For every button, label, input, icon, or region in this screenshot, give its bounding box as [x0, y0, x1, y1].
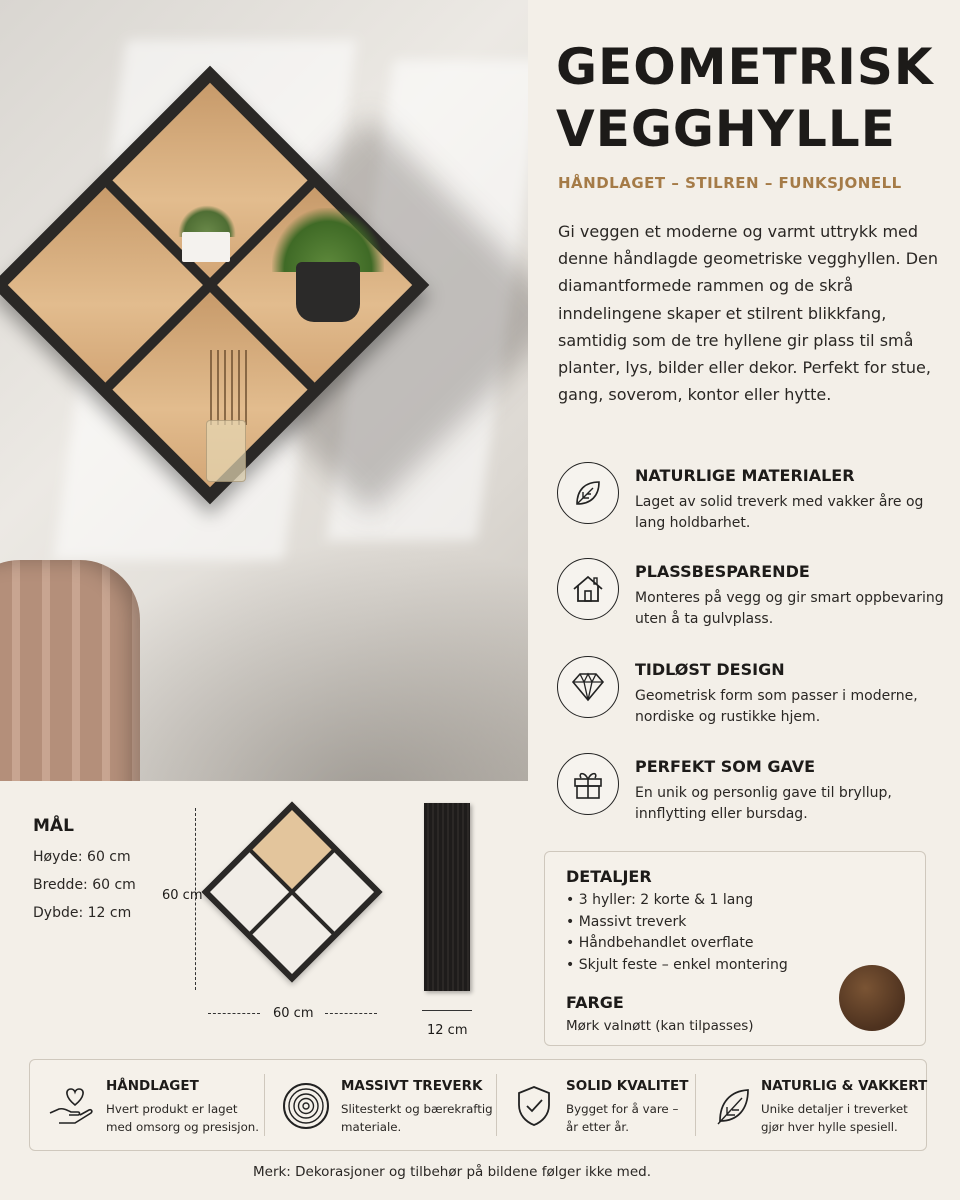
benefits-strip — [29, 1059, 927, 1151]
height-measure-label: 60 cm — [162, 888, 203, 903]
details-item: • Skjult feste – enkel montering — [566, 955, 788, 977]
badge-text-line: Bygget for å vare – — [566, 1102, 679, 1116]
feature-timeless-design — [557, 656, 947, 726]
badge-text — [106, 1100, 259, 1136]
badge-text-line: år etter år. — [566, 1120, 629, 1134]
pot-large — [296, 262, 360, 322]
details-title: DETALJER — [566, 867, 652, 886]
depth-measure-line — [422, 1010, 472, 1011]
badge-text-line: gjør hver hylle spesiell. — [761, 1120, 898, 1134]
color-title: FARGE — [566, 993, 624, 1012]
dimension-height: Høyde: 60 cm — [33, 849, 131, 865]
details-list — [566, 890, 788, 976]
color-text: Mørk valnøtt (kan tilpasses) — [566, 1018, 754, 1034]
leaf-icon — [557, 462, 619, 524]
badge-divider — [264, 1074, 265, 1136]
shelf-front-diagram — [201, 801, 382, 982]
color-swatch — [839, 965, 905, 1031]
feature-natural-materials — [557, 462, 947, 532]
shield-check-icon — [506, 1078, 562, 1134]
armchair — [0, 560, 140, 781]
subtitle: HÅNDLAGET – STILREN – FUNKSJONELL — [558, 174, 902, 192]
badge-title: NATURLIG & VAKKERT — [761, 1078, 928, 1094]
feature-text: En unik og personlig gave til bryllup, innflytting eller bursdag. — [635, 785, 892, 822]
heart-hand-icon — [44, 1078, 100, 1134]
leaf-icon — [706, 1078, 762, 1134]
feature-title: PLASSBESPARENDE — [635, 562, 810, 581]
details-item: • Håndbehandlet overflate — [566, 933, 788, 955]
product-description: Gi veggen et moderne og varmt uttrykk med denne håndlagde geometriske vegghyllen. Den diamantformede rammen og de skrå inndelingene skaper et stilrent blikkfang, samtidig som de tre hyllene gir plass til små planter, lys, bilder eller dekor. Perfekt for stue, gang, soverom, kontor eller hytte. — [558, 222, 939, 405]
feature-space-saving — [557, 558, 947, 628]
feature-title: TIDLØST DESIGN — [635, 660, 785, 679]
dimension-width: Bredde: 60 cm — [33, 877, 136, 893]
house-icon — [557, 558, 619, 620]
badge-divider — [496, 1074, 497, 1136]
details-panel — [544, 851, 926, 1046]
product-photo — [0, 0, 528, 781]
diamond-gem-icon — [557, 656, 619, 718]
badge-text-line: materiale. — [341, 1120, 402, 1134]
badge-divider — [695, 1074, 696, 1136]
badge-text-line: Hvert produkt er laget — [106, 1102, 238, 1116]
feature-text: Monteres på vegg og gir smart oppbevaring uten å ta gulvplass. — [635, 590, 944, 627]
shelf-side-view — [424, 803, 470, 991]
badge-text-line: Slitesterkt og bærekraftig — [341, 1102, 493, 1116]
badge-solid-quality — [506, 1060, 696, 1152]
badge-text — [566, 1100, 678, 1136]
badge-solid-wood — [278, 1060, 498, 1152]
badge-natural-beautiful — [706, 1060, 928, 1152]
badge-handmade — [44, 1060, 274, 1152]
feature-title: NATURLIGE MATERIALER — [635, 466, 855, 485]
width-measure-line — [325, 1013, 377, 1014]
width-measure-label: 60 cm — [273, 1006, 314, 1021]
details-item: • Massivt treverk — [566, 912, 788, 934]
pot-small — [182, 232, 230, 262]
badge-text-line: med omsorg og presisjon. — [106, 1120, 260, 1134]
feature-text: Geometrisk form som passer i moderne, nordiske og rustikke hjem. — [635, 688, 918, 725]
title-line-1: GEOMETRISK — [556, 38, 934, 96]
dimension-depth: Dybde: 12 cm — [33, 905, 132, 921]
feature-perfect-gift — [557, 753, 947, 823]
dimensions-title: MÅL — [33, 816, 74, 836]
badge-text — [341, 1100, 493, 1136]
badge-title: MASSIVT TREVERK — [341, 1078, 483, 1094]
feature-title: PERFEKT SOM GAVE — [635, 757, 816, 776]
badge-text — [761, 1100, 908, 1136]
width-measure-line — [208, 1013, 260, 1014]
badge-title: SOLID KVALITET — [566, 1078, 689, 1094]
diffuser-sticks — [205, 350, 249, 425]
footnote: Merk: Dekorasjoner og tilbehør på bildene følger ikke med. — [252, 1164, 651, 1180]
badge-text-line: Unike detaljer i treverket — [761, 1102, 908, 1116]
gift-icon — [557, 753, 619, 815]
diffuser-bottle — [206, 420, 246, 482]
badge-title: HÅNDLAGET — [106, 1078, 199, 1094]
details-item: • 3 hyller: 2 korte & 1 lang — [566, 890, 788, 912]
feature-text: Laget av solid treverk med vakker åre og lang holdbarhet. — [635, 494, 924, 531]
page-title — [556, 36, 946, 160]
title-line-2: VEGGHYLLE — [556, 100, 896, 158]
depth-measure-label: 12 cm — [427, 1023, 468, 1038]
wood-rings-icon — [278, 1078, 334, 1134]
